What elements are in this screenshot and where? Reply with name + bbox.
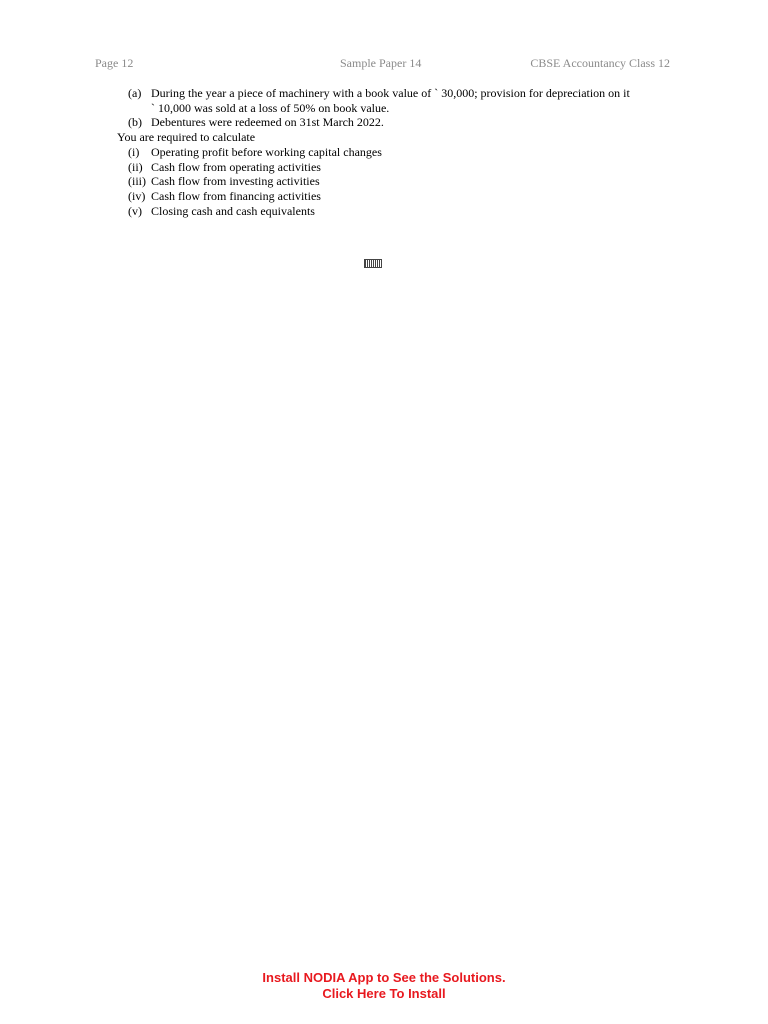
note-item — [117, 86, 677, 101]
page-header — [95, 56, 670, 72]
requirement-item — [117, 174, 677, 189]
subject-title: CBSE Accountancy Class 12 — [530, 56, 670, 70]
requirement-item — [117, 145, 677, 160]
requirement-text: Cash flow from investing activities — [151, 174, 320, 189]
install-app-banner[interactable] — [0, 970, 768, 1002]
requirement-marker: (iii) — [128, 174, 146, 189]
note-marker: (a) — [128, 86, 142, 100]
instruction-text: You are required to calculate — [117, 130, 256, 145]
requirement-marker: (iv) — [128, 188, 146, 203]
install-app-link[interactable]: Install NODIA App to See the Solutions. — [262, 970, 506, 985]
requirement-text: Cash flow from financing activities — [151, 188, 321, 203]
requirement-marker: (i) — [128, 144, 140, 159]
paper-title: Sample Paper 14 — [340, 56, 422, 70]
requirement-text: Operating profit before working capital changes — [151, 144, 382, 159]
note-item — [117, 115, 677, 130]
click-to-install-link[interactable]: Click Here To Install — [322, 986, 446, 1001]
requirement-text: Cash flow from operating activities — [151, 159, 321, 174]
requirement-item — [117, 204, 677, 219]
note-text: Debentures were redeemed on 31st March 2022. — [151, 115, 384, 130]
requirement-item — [117, 160, 677, 175]
note-marker: (b) — [128, 115, 142, 130]
question-content — [117, 86, 677, 218]
note-text: During the year a piece of machinery with a book value of ` 30,000; provision for depreciation on it — [151, 86, 630, 100]
requirement-item — [117, 189, 677, 204]
end-of-section-mark — [364, 259, 382, 268]
note-text-continuation: ` 10,000 was sold at a loss of 50% on book value. — [151, 100, 390, 115]
requirement-marker: (ii) — [128, 159, 143, 174]
requirement-marker: (v) — [128, 203, 142, 218]
page-number: Page 12 — [95, 56, 134, 70]
requirement-text: Closing cash and cash equivalents — [151, 203, 315, 218]
